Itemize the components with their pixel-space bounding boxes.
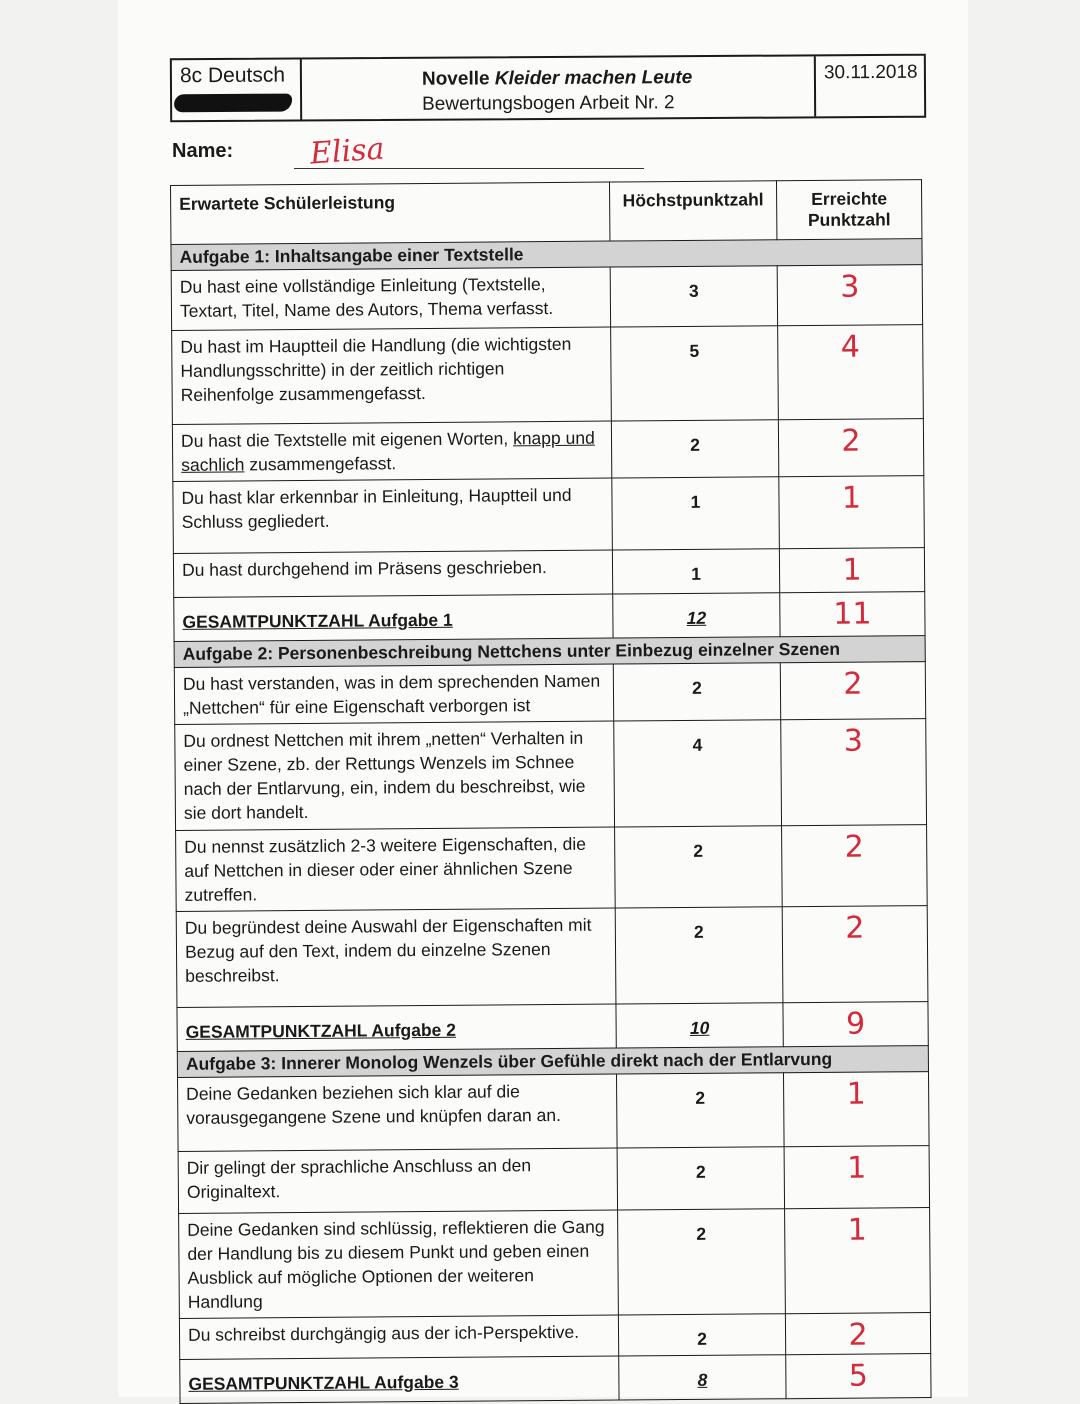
max-points: 3 [610, 266, 777, 327]
criterion-text: Du nennst zusätzlich 2-3 weitere Eigenschaften, die auf Nettchen in dieser oder einer ähnlichen Szene zutreffen. [176, 827, 616, 911]
total-max-points: 12 [613, 593, 780, 638]
header-criteria: Erwartete Schülerleistung [171, 182, 610, 244]
criterion-row [179, 1208, 931, 1319]
total-row [174, 592, 925, 642]
criterion-text: Du ordnest Nettchen mit ihrem „netten“ Verhalten in einer Szene, zb. der Rettungs Wenzels im Schnee nach der Entlarvung, ein, indem du beschreibst, wie sie dort handelt. [175, 721, 615, 830]
criterion-row [172, 325, 924, 425]
criterion-text-part: knapp und sachlich [181, 427, 595, 475]
total-achieved-handwritten: 11 [780, 592, 925, 637]
header-max: Höchstpunktzahl [609, 181, 776, 241]
max-points: 2 [618, 1209, 786, 1315]
criterion-row [173, 476, 925, 554]
achieved-points-handwritten: 2 [778, 419, 923, 477]
achieved-points-handwritten: 1 [779, 548, 924, 593]
name-handwritten: Elisa [308, 131, 386, 172]
achieved-points-handwritten: 2 [785, 1313, 930, 1355]
class-label: 8c Deutsch [179, 63, 286, 88]
grading-table [170, 179, 932, 1404]
max-points: 2 [618, 1314, 785, 1356]
criterion-row [179, 1313, 930, 1360]
total-max-points: 10 [616, 1003, 783, 1048]
total-max-points: 8 [619, 1355, 786, 1400]
criterion-row [173, 548, 924, 598]
criterion-row [176, 825, 928, 912]
criterion-text: Du hast klar erkennbar in Einleitung, Hauptteil und Schluss gegliedert. [173, 478, 613, 553]
total-label: GESAMTPUNKTZAHL Aufgabe 2 [177, 1004, 616, 1051]
section-title: Aufgabe 3: Innerer Monolog Wenzels über Gefühle direkt nach der Entlarvung [177, 1046, 928, 1078]
class-cell [172, 60, 302, 121]
total-row [177, 1002, 928, 1052]
name-label: Name: [172, 140, 234, 162]
criterion-row [178, 1072, 930, 1152]
criterion-text: Du hast durchgehend im Präsens geschrieben. [173, 550, 612, 597]
total-label: GESAMTPUNKTZAHL Aufgabe 3 [180, 1356, 619, 1403]
max-points: 2 [615, 907, 783, 1004]
criterion-text: Du hast im Hauptteil die Handlung (die wichtigsten Handlungsschritte) in der zeitlich richtigen Reihenfolge zusammengefasst. [172, 327, 612, 424]
max-points: 1 [612, 549, 779, 594]
criterion-row [175, 719, 927, 831]
max-points: 4 [614, 720, 782, 827]
max-points: 1 [612, 477, 780, 550]
name-underline [294, 168, 644, 169]
criterion-row [176, 906, 928, 1008]
total-row [180, 1354, 931, 1404]
criterion-row [172, 419, 923, 482]
subtitle: Bewertungsbogen Arbeit Nr. 2 [422, 92, 675, 115]
header-box [170, 54, 926, 123]
criterion-text: Du begründest deine Auswahl der Eigenschaften mit Bezug auf den Text, indem du einzelne Szenen beschreibst. [176, 908, 616, 1007]
criterion-text: Du hast eine vollständige Einleitung (Textstelle, Textart, Titel, Name des Autors, Thema verfasst. [171, 267, 610, 330]
achieved-points-handwritten: 2 [780, 662, 925, 720]
max-points: 2 [613, 663, 780, 721]
max-points: 2 [617, 1147, 784, 1210]
date-cell: 30.11.2018 [823, 61, 918, 84]
redaction-mark [174, 94, 292, 113]
max-points: 2 [611, 420, 778, 478]
achieved-points-handwritten: 1 [783, 1072, 929, 1147]
section-title: Aufgabe 1: Inhaltsangabe einer Textstelle [171, 239, 922, 271]
total-achieved-handwritten: 5 [786, 1354, 931, 1399]
criterion-text-part: Du hast die Textstelle mit eigenen Worten, [180, 428, 514, 451]
section-title: Aufgabe 2: Personenbeschreibung Nettchens unter Einbezug einzelner Szenen [174, 636, 925, 668]
achieved-points-handwritten: 1 [779, 476, 925, 549]
achieved-points-handwritten: 3 [781, 719, 927, 826]
achieved-points-handwritten: 2 [782, 906, 928, 1003]
achieved-points-handwritten: 1 [785, 1208, 931, 1314]
achieved-points-handwritten: 4 [778, 325, 924, 420]
criterion-row [178, 1146, 929, 1214]
title-cell [302, 56, 816, 119]
header-achieved: Erreichte Punktzahl [776, 180, 921, 240]
name-row [172, 131, 652, 174]
total-achieved-handwritten: 9 [783, 1002, 928, 1047]
max-points: 2 [615, 826, 783, 908]
criterion-text: Du hast verstanden, was in dem sprechenden Namen „Nettchen“ für eine Eigenschaft verborgen ist [174, 664, 613, 724]
achieved-points-handwritten: 3 [777, 265, 922, 326]
title-prefix: Novelle [421, 68, 495, 90]
criterion-row [174, 662, 925, 725]
total-label: GESAMTPUNKTZAHL Aufgabe 1 [174, 594, 613, 641]
criterion-text: Dir gelingt der sprachliche Anschluss an den Originaltext. [178, 1148, 617, 1213]
criterion-text: Du schreibst durchgängig aus der ich-Perspektive. [179, 1315, 618, 1359]
criterion-text: Deine Gedanken sind schlüssig, reflektieren die Gang der Handlung bis zu diesem Punkt und geben einen Ausblick auf mögliche Optionen der weiteren Handlung [179, 1210, 619, 1318]
criterion-text [172, 421, 611, 481]
title-work: Kleider machen Leute [494, 67, 693, 90]
max-points: 2 [616, 1073, 784, 1148]
criterion-text-part: zusammengefasst. [244, 453, 397, 475]
max-points: 5 [611, 326, 779, 421]
achieved-points-handwritten: 2 [782, 825, 928, 907]
criterion-row [171, 265, 922, 331]
criterion-text: Deine Gedanken beziehen sich klar auf die vorausgegangene Szene und knüpfen daran an. [178, 1074, 618, 1151]
achieved-points-handwritten: 1 [784, 1146, 929, 1209]
